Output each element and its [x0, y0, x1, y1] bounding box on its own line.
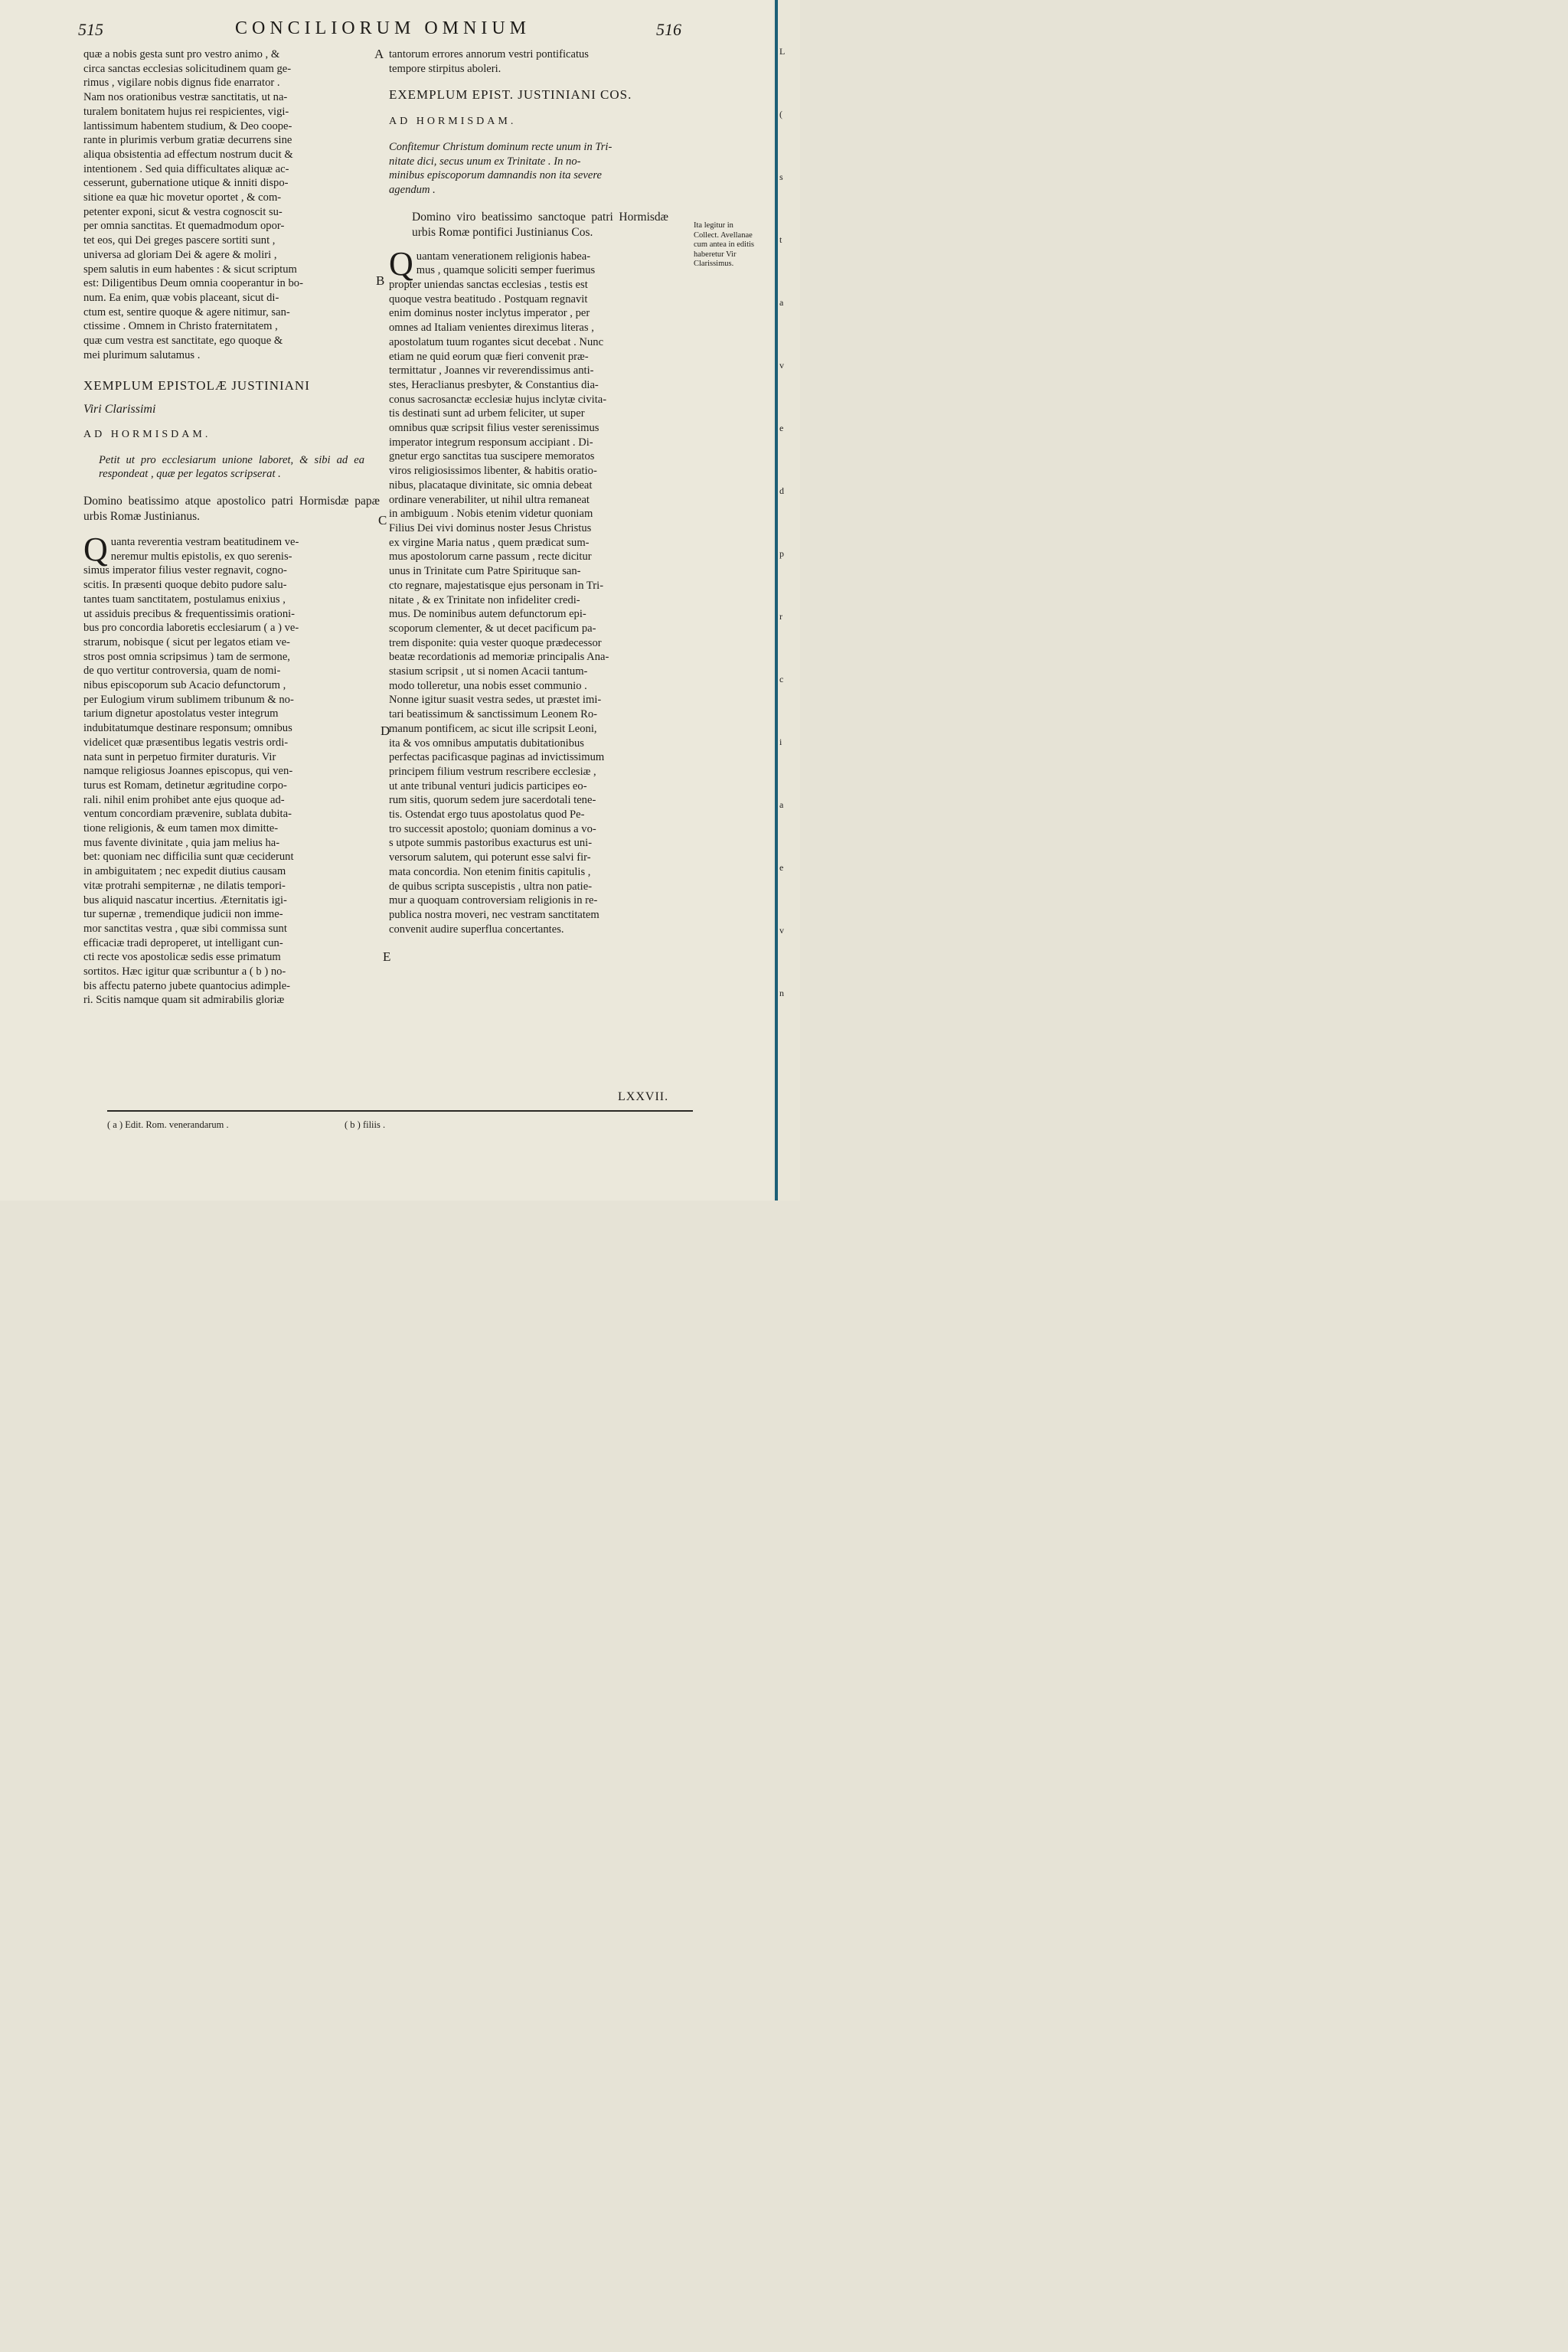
- text-line: viros religiosissimos libenter, & habitis oratio-: [389, 465, 597, 478]
- text-line: mus. De nominibus autem defunctorum epi-: [389, 608, 586, 621]
- text-line: tis. Ostendat ergo tuus apostolatus quod Pe-: [389, 808, 585, 822]
- right-letter-body: [389, 244, 691, 937]
- right-page-number: 516: [656, 20, 681, 39]
- text-line: bus pro concordia laboretis ecclesiarum ( a ) ve-: [83, 622, 299, 635]
- text-line: universa ad gloriam Dei & agere & moliri ,: [83, 248, 277, 261]
- text-line: apostolatum tuum rogantes sicut decebat . Nunc: [389, 335, 604, 348]
- text-line: manum pontificem, ac sicut ille scripsit Leoni,: [389, 722, 597, 735]
- text-line: ctissime . Omnem in Christo fraternitatem ,: [83, 320, 278, 333]
- text-line: ctum est, sentire quoque & agere nitimur, san-: [83, 305, 290, 318]
- right-continuation-text: [389, 47, 691, 76]
- text-line: turus est Romam, detinetur ægritudine corpo-: [83, 779, 287, 792]
- edge-fragment: e: [779, 423, 784, 433]
- left-dropcap: Q: [83, 530, 108, 568]
- running-title: CONCILIORUM OMNIUM: [234, 18, 531, 38]
- text-line: indubitatumque destinare responsum; omnibus: [83, 722, 292, 735]
- text-line: rum sitis, quorum sedem jure sacerdotali tene-: [389, 794, 596, 807]
- text-line: ut assiduis precibus & frequentissimis orationi-: [83, 607, 296, 620]
- text-line: rante in plurimis verbum gratiæ decurrens sine: [83, 134, 292, 147]
- text-line: quæ cum vestra est sanctitate, ego quoque &: [83, 335, 283, 348]
- edge-fragment: v: [779, 360, 784, 371]
- text-line: bis affectu paterno jubete quantocius adimple-: [83, 979, 291, 992]
- text-line: mata concordia. Non etenim finitis capitulis ,: [389, 865, 591, 878]
- text-line: uanta reverentia vestram beatitudinem ve-: [110, 535, 299, 548]
- text-line: tari beatissimum & sanctissimum Leonem Ro-: [389, 708, 597, 721]
- text-line: rali. nihil enim prohibet ante ejus quoque ad-: [83, 793, 285, 806]
- text-line: convenit audire superflua concertantes.: [389, 923, 564, 936]
- text-line: quæ a nobis gesta sunt pro vestro animo , &: [83, 48, 280, 60]
- text-line: modo tolleretur, una nobis esset communio .: [389, 679, 587, 692]
- text-line: termittatur , Joannes vir reverendissimus anti-: [389, 364, 594, 377]
- right-letter-addressee: AD HORMISDAM.: [389, 116, 517, 128]
- text-line: per omnia sanctitas. Et quemadmodum opor-: [83, 220, 285, 233]
- text-line: ut ante tribunal venturi judicis participes eo-: [389, 779, 587, 792]
- margin-letter-c: C: [378, 513, 387, 528]
- text-line: Nonne igitur suasit vestra sedes, ut præstet imi-: [389, 694, 602, 707]
- text-line: tantorum errores annorum vestri pontificatus: [389, 48, 589, 60]
- text-line: nibus, placataque divinitate, sic omnia debeat: [389, 479, 593, 492]
- text-line: uantam venerationem religionis habea-: [416, 250, 591, 263]
- text-line: Nam nos orationibus vestræ sanctitatis, ut na-: [83, 91, 288, 104]
- text-line: mus apostolorum carne passum , recte dicitur: [389, 550, 592, 564]
- summary-line: Confitemur Christum dominum recte unum in Tri-: [389, 140, 612, 153]
- edge-fragment: a: [779, 297, 784, 308]
- text-line: mor sanctitas vestra , quæ sibi commissa sunt: [83, 922, 287, 935]
- text-line: beatæ recordationis ad memoriæ principalis Ana-: [389, 651, 609, 664]
- text-line: mus favente divinitate , quia jam melius ha-: [83, 836, 280, 849]
- text-line: ex virgine Maria natus , quem prædicat sum-: [389, 536, 590, 549]
- left-page-number: 515: [78, 20, 103, 39]
- footnote-a: ( a ) Edit. Rom. venerandarum .: [107, 1119, 229, 1130]
- left-letter-addressee: AD HORMISDAM.: [83, 428, 211, 440]
- text-line: aliqua obsistentia ad effectum nostrum ducit &: [83, 148, 293, 161]
- text-line: etiam ne quid eorum quæ fieri convenit præ-: [389, 350, 589, 363]
- text-line: scitis. In præsenti quoque debito pudore salu-: [83, 579, 287, 592]
- text-line: ventum concordiam prævenire, sublata dubita-: [83, 808, 292, 821]
- edge-fragment: i: [779, 737, 782, 747]
- text-line: propter uniendas sanctas ecclesias , testis est: [389, 279, 588, 292]
- left-letter-salutation: Domino beatissimo atque apostolico patri Hormisdæ papæ urbis Romæ Justinianus.: [83, 494, 380, 523]
- text-line: bus aliquid nascatur incertius. Æternitatis igi-: [83, 893, 287, 906]
- margin-letter-b: B: [376, 273, 385, 288]
- summary-line: agendum .: [389, 183, 436, 196]
- edge-fragment: t: [779, 234, 782, 245]
- text-line: publica nostra moveri, nec vestram sanctitatem: [389, 908, 599, 921]
- text-line: cesserunt, gubernatione utique & inniti dispo-: [83, 177, 289, 190]
- text-line: nata sunt in perpetuo firmiter duraturis. Vir: [83, 750, 276, 763]
- edge-fragment: c: [779, 674, 784, 684]
- text-line: nibus episcoporum sub Acacio defunctorum ,: [83, 679, 286, 692]
- text-line: scoporum clementer, & ut decet pacificum pa-: [389, 622, 596, 635]
- right-dropcap: Q: [389, 244, 413, 283]
- left-continuation-text: [83, 47, 380, 362]
- right-body-text: [389, 244, 691, 937]
- text-line: tis destinati sunt ad urbem feliciter, ut super: [389, 407, 585, 420]
- text-line: simus imperator filius vester regnavit, cogno-: [83, 564, 287, 577]
- adjacent-page-edge: [775, 0, 800, 1200]
- text-line: tantes tuam sanctitatem, postulamus enixius ,: [83, 593, 286, 606]
- text-line: mus , quamque soliciti semper fuerimus: [416, 264, 596, 277]
- document-page: [0, 0, 773, 1200]
- text-line: in ambiguum . Nobis etenim videtur quoniam: [389, 508, 593, 521]
- text-line: enim dominus noster inclytus imperator , per: [389, 307, 590, 320]
- text-line: in ambiguitatem ; nec expedit diutius causam: [83, 865, 286, 878]
- text-line: namque religiosus Joannes episcopus, qui ven-: [83, 765, 293, 778]
- text-line: vitæ protrahi sempiternæ , ne dilatis tempori-: [83, 879, 286, 892]
- text-line: spem salutis in eum habentes : & sicut scriptum: [83, 263, 297, 276]
- text-line: stasium scripsit , ut si nomen Acacii tantum-: [389, 665, 588, 678]
- summary-line: minibus episcoporum damnandis non ita severe: [389, 169, 602, 182]
- edge-fragment: e: [779, 862, 784, 873]
- text-line: omnibus quæ scripsit filius vester serenissimus: [389, 422, 599, 435]
- footnote-rule: [107, 1110, 693, 1112]
- left-letter-summary: Petit ut pro ecclesiarum unione laboret, & sibi ad ea respondeat , quæ per legatos scripserat .: [99, 453, 364, 481]
- text-line: ri. Scitis namque quam sit admirabilis gloriæ: [83, 994, 285, 1007]
- right-letter-summary: [389, 140, 691, 198]
- right-letter-heading: EXEMPLUM EPIST. JUSTINIANI COS.: [389, 87, 632, 103]
- left-letter-heading: XEMPLUM EPISTOLÆ JUSTINIANI: [83, 378, 310, 394]
- edge-fragment: v: [779, 925, 784, 936]
- right-letter-salutation: Domino viro beatissimo sanctoque patri Hormisdæ urbis Romæ pontifici Justinianus Cos.: [412, 210, 668, 239]
- text-line: tarium dignetur apostolatus vester integrum: [83, 707, 279, 720]
- edge-fragment: (: [779, 109, 782, 119]
- text-line: sortitos. Hæc igitur quæ scribuntur a ( b ) no-: [83, 965, 286, 978]
- margin-letter-d: D: [381, 724, 390, 738]
- text-line: mur a quoquam controversiam religionis in re-: [389, 894, 598, 907]
- margin-letter-e: E: [383, 949, 391, 964]
- edge-fragment: r: [779, 611, 782, 622]
- text-line: ita & vos omnibus amputatis dubitationibus: [389, 737, 584, 750]
- text-line: quoque vestra beatitudo . Postquam regnavit: [389, 292, 588, 305]
- adjacent-page-fragment: [778, 0, 800, 1200]
- left-letter-subheading: Viri Clarissimi: [83, 403, 156, 416]
- text-line: nitate , & ex Trinitate non infideliter credi-: [389, 593, 580, 606]
- footnote-b: ( b ) filiis .: [345, 1119, 386, 1130]
- text-line: efficaciæ tradi deproperet, ut intelligant cun-: [83, 936, 283, 949]
- text-line: rimus , vigilare nobis dignus fide enarrator .: [83, 77, 280, 90]
- catchword: LXXVII.: [618, 1090, 669, 1103]
- marginal-note: Ita legitur in Collect. Avellanae cum antea in editis haberetur Vir Clarissimus.: [694, 221, 755, 268]
- text-line: mei plurimum salutamus .: [83, 348, 201, 361]
- text-line: per Eulogium virum sublimem tribunum & no-: [83, 693, 294, 706]
- text-line: de quo vertitur controversia, quam de nomi-: [83, 665, 281, 678]
- text-line: conus sacrosanctæ ecclesiæ hujus inclytæ civita-: [389, 393, 607, 406]
- text-line: sitione ea quæ hic movetur oportet , & com-: [83, 191, 282, 204]
- text-line: perfectas pacificasque paginas ad invictissimum: [389, 751, 605, 764]
- summary-line: nitate dici, secus unum ex Trinitate . In no-: [389, 155, 581, 168]
- text-line: tet eos, qui Dei greges pascere sortiti sunt ,: [83, 234, 276, 247]
- text-line: tur supernæ , tremendique judicii non imme-: [83, 908, 283, 921]
- text-line: intentionem . Sed quia difficultates aliquæ ac-: [83, 162, 289, 175]
- left-letter-body: [83, 530, 380, 1008]
- left-body-text: [83, 530, 380, 1008]
- text-line: neremur multis epistolis, ex quo serenis-: [110, 550, 292, 563]
- text-line: principem filium vestrum rescribere ecclesiæ ,: [389, 765, 596, 778]
- text-line: est: Diligentibus Deum omnia cooperantur in bo-: [83, 277, 303, 290]
- text-line: circa sanctas ecclesias solicitudinem quam ge-: [83, 62, 292, 75]
- text-line: turalem bonitatem hujus rei respicientes, vigi-: [83, 105, 289, 118]
- text-line: stros post omnia scripsimus ) tam de sermone,: [83, 650, 290, 663]
- text-line: tro successit apostolo; quoniam dominus a vo-: [389, 822, 596, 835]
- text-line: trem disponite: quia vester quoque prædecessor: [389, 636, 602, 649]
- text-line: cto regnare, majestatisque ejus personam in Tri-: [389, 579, 604, 592]
- text-line: de quibus scripta suscepistis , ultra non patie-: [389, 880, 593, 893]
- text-line: cti recte vos apostolicæ sedis esse primatum: [83, 951, 281, 964]
- edge-fragment: s: [779, 172, 783, 182]
- text-line: omnes ad Italiam venientes direximus literas ,: [389, 322, 594, 335]
- text-line: petenter exponi, sicut & vestra cognoscit su-: [83, 205, 283, 218]
- text-line: tione religionis, & eum tamen mox dimitte-: [83, 822, 279, 835]
- edge-fragment: a: [779, 799, 784, 810]
- edge-fragment: d: [779, 485, 784, 496]
- text-line: bet: quoniam nec difficilia sunt quæ ceciderunt: [83, 851, 294, 864]
- text-line: strarum, nobisque ( sicut per legatos etiam ve-: [83, 635, 290, 648]
- left-column: [83, 47, 380, 1008]
- margin-letter-a: A: [374, 47, 384, 61]
- text-line: s utpote summis pastoribus exacturus est uni-: [389, 837, 593, 850]
- text-line: stes, Heraclianus presbyter, & Constantius dia-: [389, 378, 599, 391]
- edge-fragment: p: [779, 548, 784, 559]
- text-line: lantissimum habentem studium, & Deo coope-: [83, 119, 292, 132]
- text-line: gnetur ergo sanctitas tua suscipere memoratos: [389, 450, 595, 463]
- text-line: versorum salutem, qui poterunt esse salvi fir-: [389, 851, 591, 864]
- right-column: [389, 47, 691, 936]
- text-line: Filius Dei vivi dominus noster Jesus Christus: [389, 521, 592, 534]
- text-line: num. Ea enim, quæ vobis placeant, sicut di-: [83, 291, 279, 304]
- text-line: imperator integrum responsum accipiant . Di-: [389, 436, 593, 449]
- text-line: unus in Trinitate cum Patre Spirituque san-: [389, 565, 581, 578]
- text-line: videlicet quæ præsentibus legatis vestris ordi-: [83, 736, 289, 749]
- edge-fragment: n: [779, 988, 784, 998]
- text-line: ordinare venerabiliter, ut nihil ultra remaneat: [389, 493, 590, 506]
- edge-fragment: L: [779, 46, 786, 57]
- text-line: tempore stirpitus aboleri.: [389, 62, 501, 75]
